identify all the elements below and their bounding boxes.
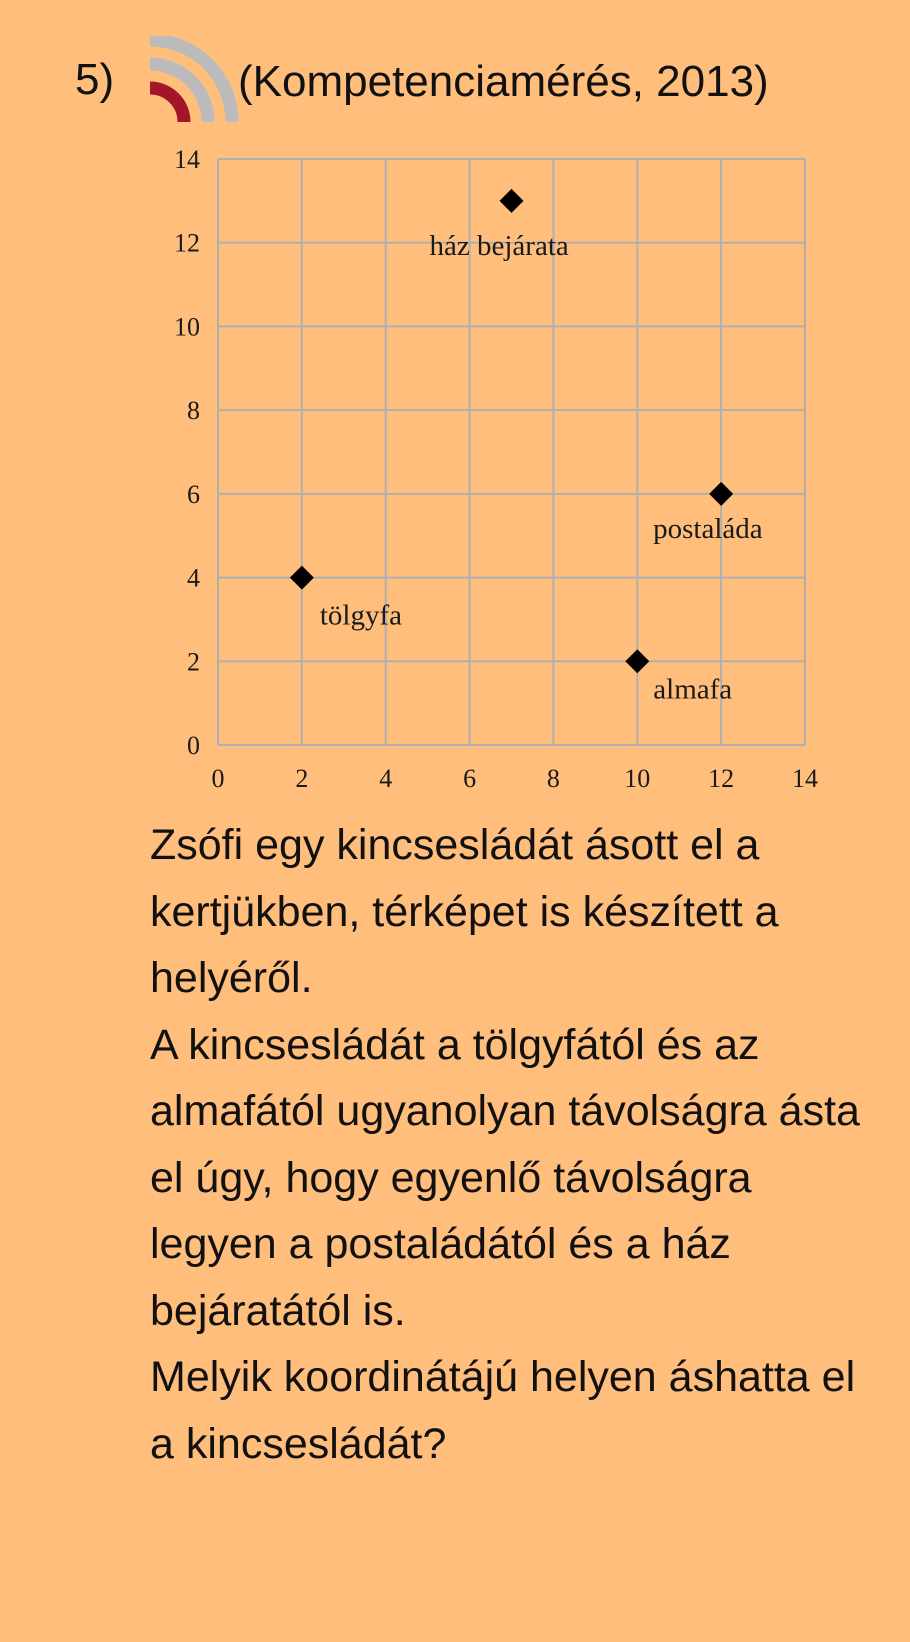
signal-level-icon <box>150 36 240 128</box>
coordinate-chart <box>0 130 910 810</box>
data-point-label: almafa <box>653 673 733 706</box>
problem-paragraph-2: A kincsesládát a tölgyfától és az almafától ugyanolyan távolságra ásta el úgy, hogy egyenlő távolságra legyen a postaládától és a ház bejáratától is. <box>150 1020 860 1335</box>
data-point-marker <box>709 482 733 506</box>
y-tick-label: 2 <box>187 647 200 677</box>
x-axis-ticks <box>212 764 819 793</box>
data-point-marker <box>290 566 314 590</box>
data-point-label: ház bejárata <box>429 229 569 262</box>
signal-arc-inner <box>150 88 184 122</box>
problem-paragraph-3: Melyik koordinátájú helyen áshatta el a kincsesládát? <box>150 1353 856 1468</box>
problem-text <box>150 812 890 1477</box>
y-axis-ticks <box>174 145 200 760</box>
y-tick-label: 10 <box>174 312 200 342</box>
y-tick-label: 0 <box>187 731 200 760</box>
y-tick-label: 12 <box>174 228 200 258</box>
question-header <box>0 0 910 140</box>
data-point-marker <box>500 189 524 213</box>
data-point-label: tölgyfa <box>319 599 403 632</box>
y-tick-label: 4 <box>187 563 200 593</box>
x-tick-label: 8 <box>546 764 560 793</box>
x-tick-label: 14 <box>792 764 818 793</box>
x-tick-label: 2 <box>295 764 309 793</box>
source-citation: (Kompetenciamérés, 2013) <box>238 57 769 106</box>
problem-paragraph-1: Zsófi egy kincsesládát ásott el a kertjükben, térképet is készített a helyéről. <box>150 821 779 1002</box>
y-tick-label: 8 <box>187 396 200 426</box>
x-tick-label: 12 <box>708 764 735 793</box>
x-tick-label: 4 <box>379 764 393 793</box>
x-tick-label: 10 <box>624 764 651 793</box>
data-point-label: postaláda <box>653 512 763 545</box>
x-tick-label: 0 <box>211 764 225 793</box>
y-tick-label: 6 <box>187 479 200 509</box>
x-tick-label: 6 <box>463 764 477 793</box>
question-number: 5) <box>75 55 115 104</box>
data-point-marker <box>625 649 649 673</box>
y-tick-label: 14 <box>174 145 200 174</box>
chart-points <box>290 189 763 705</box>
